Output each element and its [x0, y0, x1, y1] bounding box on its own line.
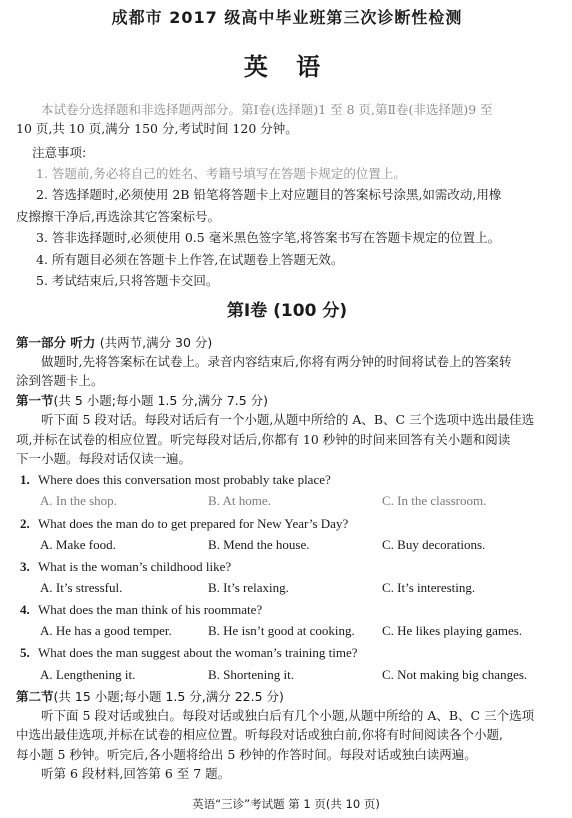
- page-footer: 英语“三诊”考试题 第 1 页(共 10 页): [192, 797, 380, 812]
- notice-item-2: 2. 答选择题时,必须使用 2B 铅笔将答题卡上对应题目的答案标号涂黑,如需改动,用橡: [36, 187, 502, 203]
- question-2: [20, 514, 558, 534]
- question-3: [20, 557, 558, 577]
- section1-desc-3: 下一小题。每段对话仅读一遍。: [16, 450, 192, 466]
- notice-title: 注意事项:: [32, 144, 87, 160]
- question-text: What does the man think of his roommate?: [38, 602, 263, 618]
- section2-desc-2: 中选出最佳选项,并标在试卷的相应位置。听每段对话或独白前,你将有时间阅读各个小题,: [16, 727, 503, 743]
- section2-heading: [16, 687, 558, 706]
- question-text: Where does this conversation most probably take place?: [38, 472, 331, 488]
- question-number: 2.: [20, 515, 30, 531]
- subject-title: 英 语: [243, 52, 331, 81]
- question-text: What does the man suggest about the woman’s training time?: [38, 645, 358, 661]
- option-c: C. It’s interesting.: [382, 580, 476, 596]
- question-number: 3.: [20, 558, 30, 574]
- option-c: C. Not making big changes.: [382, 666, 528, 682]
- options-5: [40, 665, 558, 685]
- option-b: B. Mend the house.: [208, 536, 310, 552]
- section1-desc-2: 项,并标在试卷的相应位置。听完每段对话后,你都有 10 秒钟的时间来回答有关小题和阅读: [16, 431, 511, 447]
- question-number: 1.: [20, 472, 30, 488]
- options-1: [40, 491, 558, 511]
- section2-desc-3: 每小题 5 秒钟。听完后,各小题将给出 5 秒钟的作答时间。每段对话或独白读两遍。: [16, 746, 477, 762]
- notice-item-4: 4. 所有题目必须在答题卡上作答,在试题卷上答题无效。: [36, 251, 344, 267]
- question-number: 4.: [20, 602, 30, 618]
- option-b: B. Shortening it.: [208, 666, 294, 682]
- part1-desc-2: 涂到答题卡上。: [16, 373, 104, 389]
- notice-item-2-cont: 皮擦擦干净后,再选涂其它答案标号。: [16, 208, 220, 224]
- notice-item-1: 1. 答题前,务必将自己的姓名、考籍号填写在答题卡规定的位置上。: [36, 166, 406, 182]
- option-c: C. Buy decorations.: [382, 536, 486, 552]
- section1-title: 第一节: [16, 392, 54, 408]
- notice-item-3: 3. 答非选择题时,必须使用 0.5 毫米黑色签字笔,将答案书写在答题卡规定的位置上。: [36, 230, 501, 246]
- volume-title: 第Ⅰ卷 (100 分): [226, 301, 348, 322]
- options-4: [40, 621, 558, 641]
- part1-title: 第一部分 听力: [16, 334, 96, 350]
- exam-title: 成都市 2017 级高中毕业班第三次诊断性检测: [111, 8, 463, 27]
- notice-item-5: 5. 考试结束后,只将答题卡交回。: [36, 272, 219, 288]
- part1-heading: [16, 333, 558, 352]
- section2-desc-1: 听下面 5 段对话或独白。每段对话或独白后有几个小题,从题中所给的 A、B、C 三个选项: [41, 708, 535, 724]
- option-b: B. It’s relaxing.: [208, 580, 289, 596]
- option-a: A. Lengthening it.: [40, 666, 136, 682]
- options-2: [40, 535, 558, 555]
- option-c: C. He likes playing games.: [382, 623, 523, 639]
- section2-desc-4: 听第 6 段材料,回答第 6 至 7 题。: [41, 766, 231, 782]
- options-3: [40, 578, 558, 598]
- question-1: [20, 470, 558, 490]
- section2-subtitle: (共 15 小题;每小题 1.5 分,满分 22.5 分): [53, 688, 284, 704]
- question-5: [20, 643, 558, 663]
- section1-heading: [16, 391, 558, 410]
- part1-subtitle: (共两节,满分 30 分): [99, 334, 213, 350]
- section1-desc-1: 听下面 5 段对话。每段对话后有一个小题,从题中所给的 A、B、C 三个选项中选出最佳选: [41, 412, 535, 428]
- option-a: A. In the shop.: [40, 493, 117, 509]
- question-4: [20, 600, 558, 620]
- option-b: B. He isn’t good at cooking.: [208, 623, 355, 639]
- question-number: 5.: [20, 645, 30, 661]
- option-b: B. At home.: [208, 493, 271, 509]
- section2-title: 第二节: [16, 688, 54, 704]
- section1-subtitle: (共 5 小题;每小题 1.5 分,满分 7.5 分): [53, 392, 269, 408]
- option-a: A. He has a good temper.: [40, 623, 172, 639]
- option-c: C. In the classroom.: [382, 493, 487, 509]
- intro-line-2: 10 页,共 10 页,满分 150 分,考试时间 120 分钟。: [16, 121, 298, 137]
- option-a: A. It’s stressful.: [40, 580, 123, 596]
- question-text: What does the man do to get prepared for New Year’s Day?: [38, 515, 349, 531]
- intro-line-1: 本试卷分选择题和非选择题两部分。第Ⅰ卷(选择题)1 至 8 页,第Ⅱ卷(非选择题)9 至: [41, 101, 493, 117]
- part1-desc-1: 做题时,先将答案标在试卷上。录音内容结束后,你将有两分钟的时间将试卷上的答案转: [41, 354, 512, 370]
- option-a: A. Make food.: [40, 536, 116, 552]
- question-text: What is the woman’s childhood like?: [38, 558, 232, 574]
